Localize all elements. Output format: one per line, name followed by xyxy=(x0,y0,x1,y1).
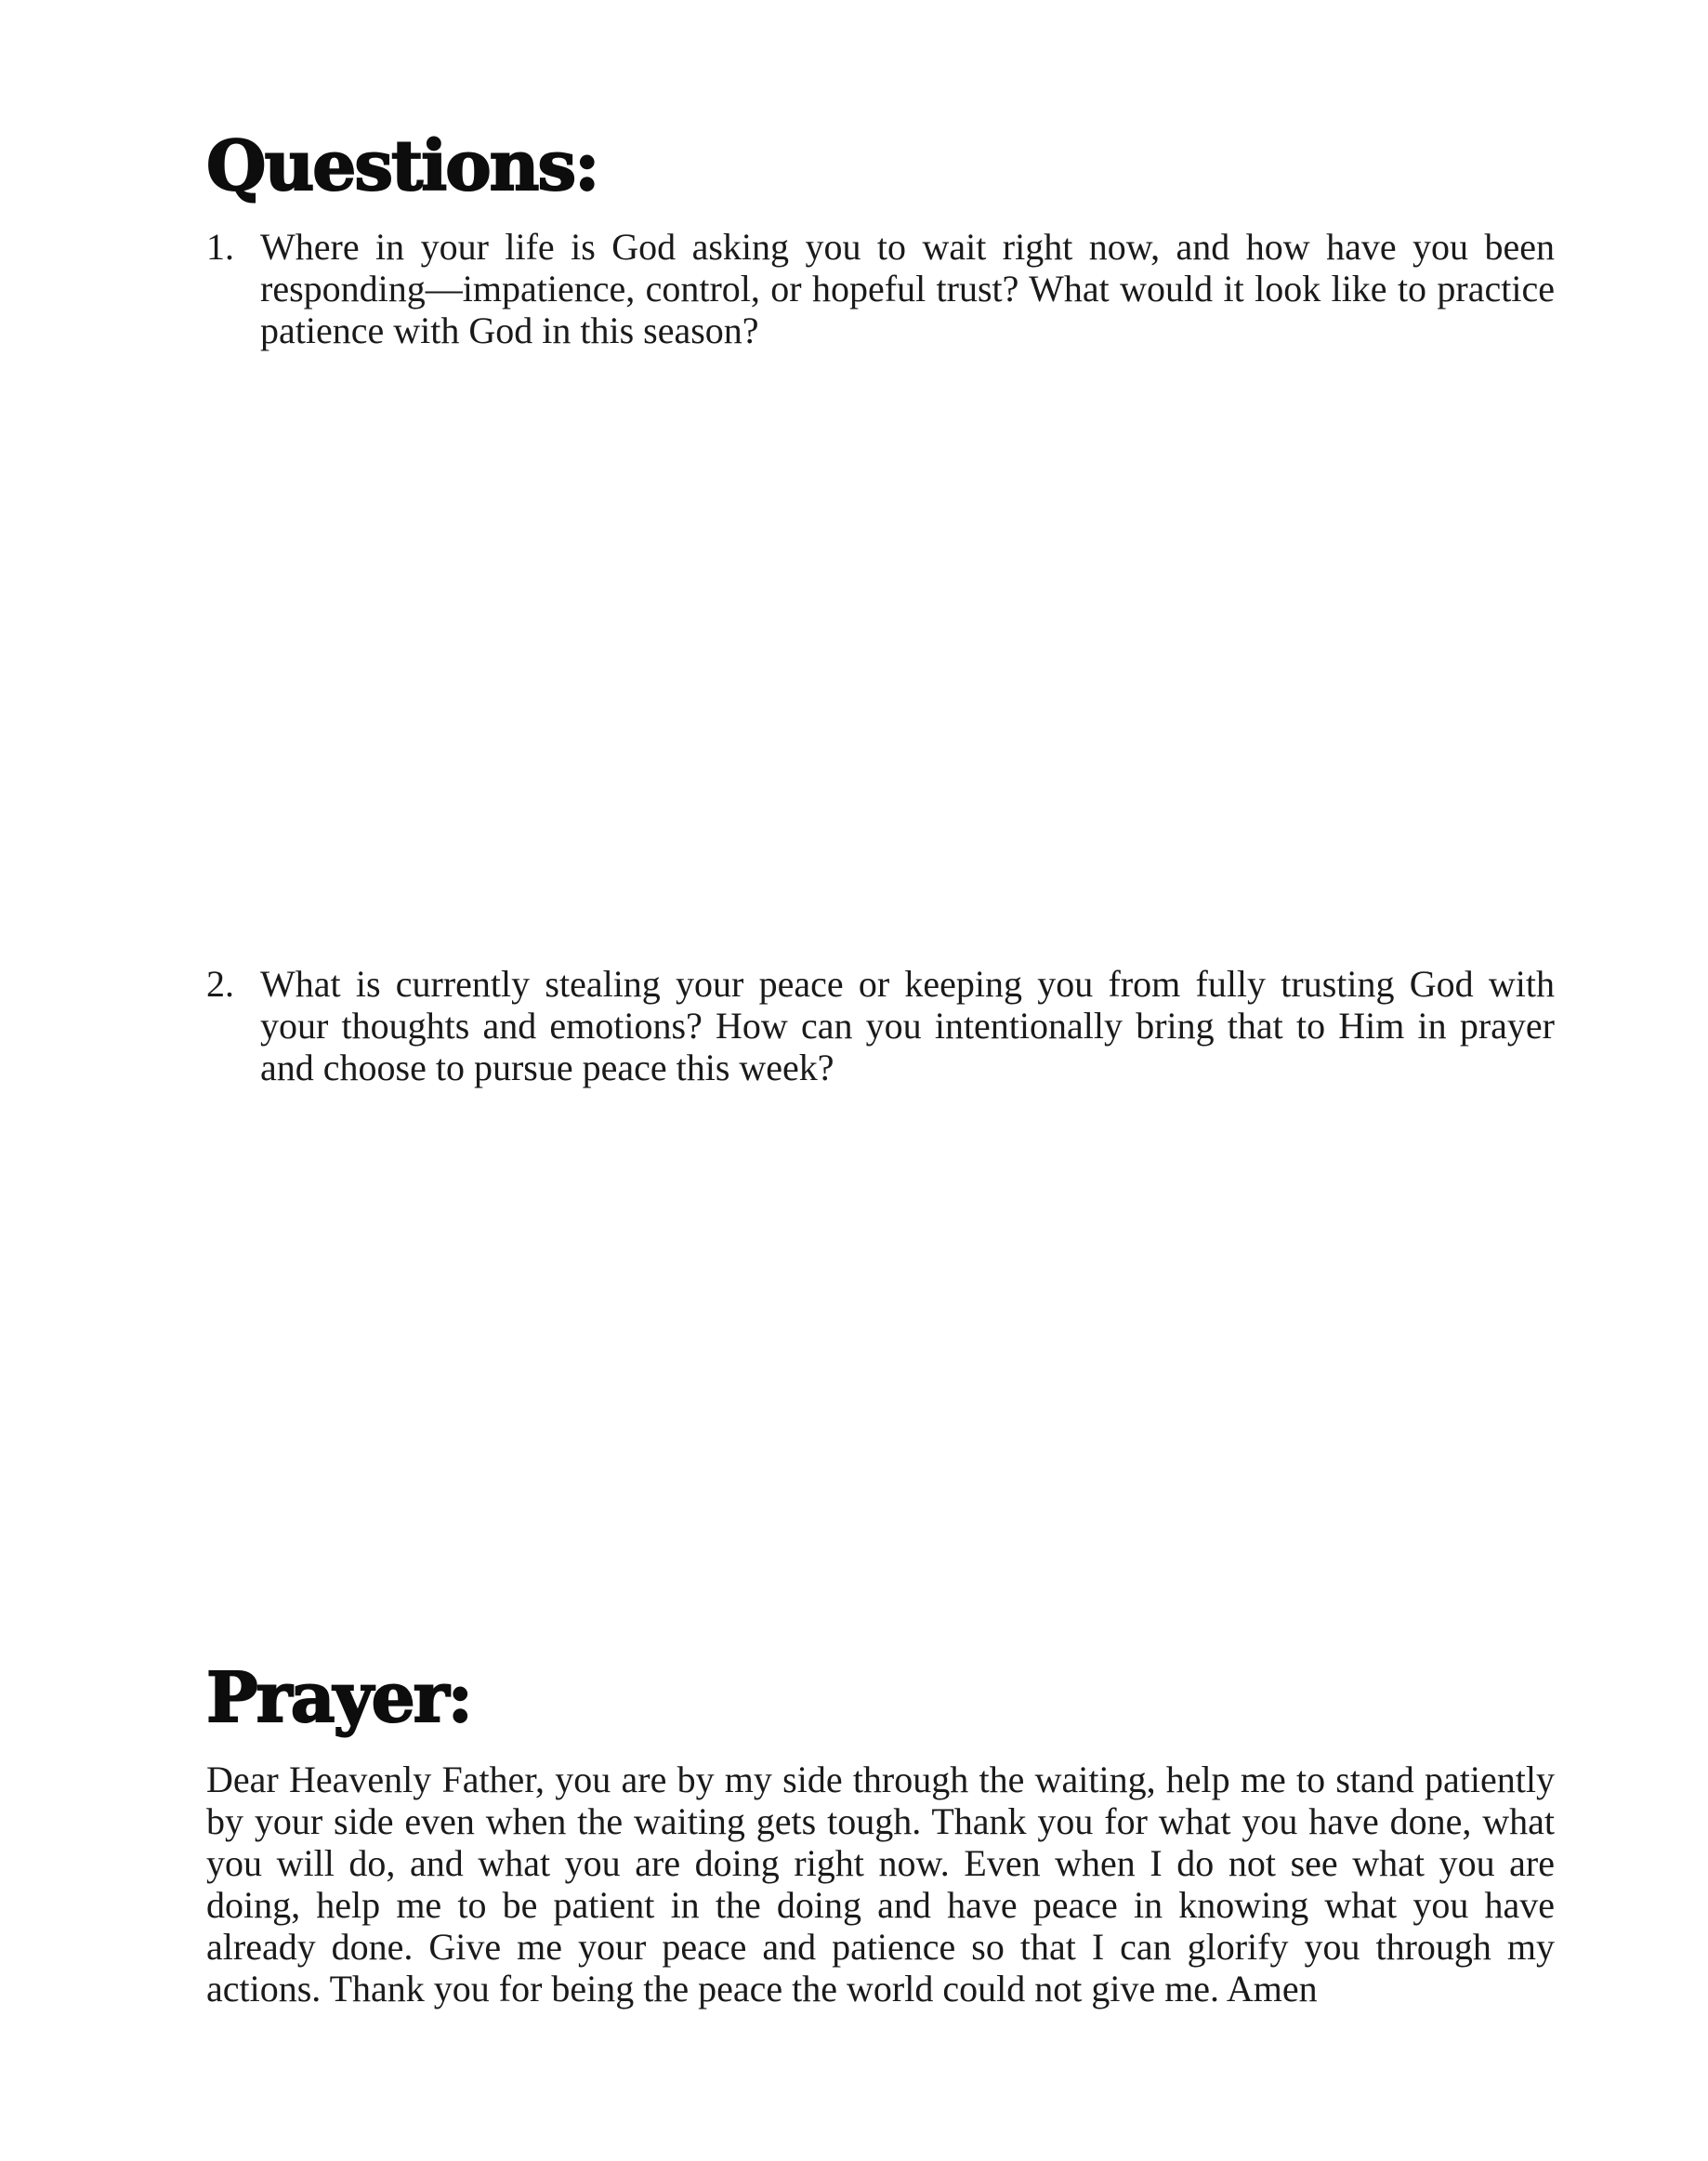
question-text: What is currently stealing your peace or keeping you from fully trusting God with your thoughts and emotions? How can you intentionally bring that to Him in prayer and choose to pursue peace this week? xyxy=(260,963,1555,1088)
question-number: 2. xyxy=(206,963,234,1005)
question-text: Where in your life is God asking you to wait right now, and how have you been responding—impatience, control, or hopeful trust? What would it look like to practice patience with God in this season? xyxy=(260,226,1555,351)
question-item xyxy=(206,226,1555,351)
question-number: 1. xyxy=(206,226,234,268)
prayer-heading: Prayer: xyxy=(206,1658,471,1738)
questions-heading: Questions: xyxy=(206,126,598,206)
prayer-text: Dear Heavenly Father, you are by my side through the waiting, help me to stand patiently by your side even when the waiting gets tough. Thank you for what you have done, what you will do, and what you are doing right now. Even when I do not see what you are doing, help me to be patient in the doing and have peace in knowing what you have already done. Give me your peace and patience so that I can glorify you through my actions. Thank you for being the peace the world could not give me. Amen xyxy=(206,1759,1555,2009)
question-item xyxy=(206,963,1555,1088)
